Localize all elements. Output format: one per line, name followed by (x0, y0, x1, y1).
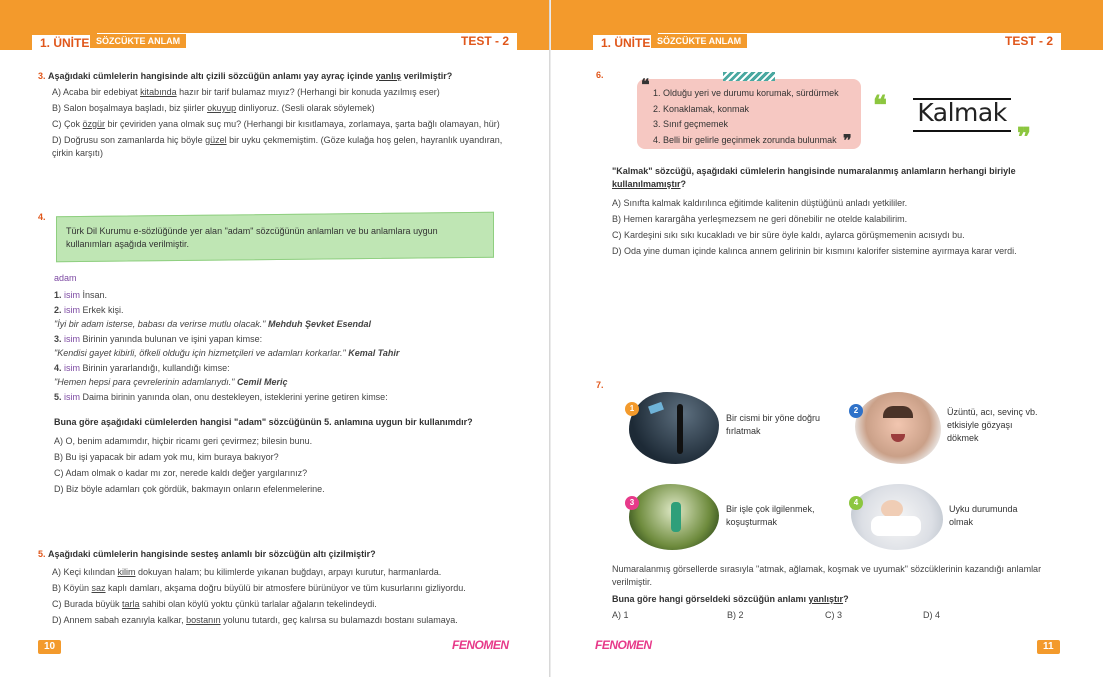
question-stem: "Kalmak" sözcüğü, aşağıdaki cümlelerin hangisinde numaralanmış anlamların herhangi biriyle kullanılmamıştır? (612, 166, 1016, 189)
option-c[interactable]: C) Burada büyük tarla sahibi olan köylü yoktu çünkü tarlalar ağaların tekelindeydi. (52, 599, 377, 609)
tape-decoration (723, 72, 775, 81)
test-label: TEST - 2 (460, 34, 509, 48)
publisher-logo: FENOMEN (595, 638, 652, 652)
left-page (0, 0, 549, 677)
option-c[interactable]: C) Çok özgür bir çeviriden yana olmak suç mu? (Herhangi bir kısıtlamaya, zorlamaya, şarta bağlı olamayan, hür) (52, 119, 500, 129)
option-a[interactable]: A) 1 (612, 610, 629, 620)
publisher-logo: FENOMEN (452, 638, 509, 652)
question-number: 7. (596, 380, 604, 390)
question-intro: Numaralanmış görsellerde sırasıyla "atmak, ağlamak, koşmak ve uyumak" sözcüklerinin kazandığı anlamlar verilmiştir. (612, 564, 1042, 587)
option-d[interactable]: D) Annem sabah ezanıyla kalkar, bostanın yolunu tutardı, geç kalırsa su bulamazdı bostanı sulamaya. (52, 615, 458, 625)
target-word: Kalmak (917, 98, 1007, 127)
unit-name: SÖZCÜKTE ANLAM (90, 34, 186, 48)
option-b[interactable]: B) Köyün saz kaplı damları, akşama doğru büyülü bir atmosfere bürünüyor ve tüm kusurlarını gizliyordu. (52, 583, 466, 593)
option-d[interactable]: D) Doğrusu son zamanlarda hiç böyle güzel bir uyku çekmemiştim. (Göze kulağa hoş gelen, hayranlık uyandıran, çirkin karşıtı) (52, 135, 503, 158)
test-label: TEST - 2 (1004, 34, 1053, 48)
option-d[interactable]: D) 4 (923, 610, 941, 620)
sense-2: 2. isim Erkek kişi. (54, 304, 124, 315)
photo-sleeping (851, 484, 943, 550)
caption-2: Üzüntü, acı, sevinç vb. etkisiyle gözyaşı dökmek (947, 407, 1038, 443)
dictionary-entry (54, 272, 514, 404)
option-b[interactable]: B) Hemen karargâha yerleşmezsem ne geri dönebilir ne otelde kalabilirim. (612, 214, 908, 224)
option-b[interactable]: B) Salon boşalmaya başladı, biz şiirler okuyup dinliyoruz. (Sesli olarak söylemek) (52, 103, 375, 113)
image-badge: 3 (625, 496, 639, 510)
photo-throwing (629, 392, 719, 464)
caption-4: Uyku durumunda olmak (949, 504, 1018, 527)
question-number: 3. (38, 71, 46, 81)
option-a[interactable]: A) Keçi kılından kilim dokuyan halam; bu kilimlerde yıkanan buğdayı, arpayı kurutur, harmanlarda. (52, 567, 442, 577)
question-5 (38, 548, 508, 628)
unit-name: SÖZCÜKTE ANLAM (651, 34, 747, 48)
example-quote: "İyi bir adam isterse, babası da verirse mutlu olacak." Mehduh Şevket Esendal (54, 319, 372, 329)
quote-open-icon: ❝ (873, 90, 887, 120)
question-number: 4. (38, 212, 46, 222)
unit-label: 1. ÜNİTE (32, 33, 97, 52)
option-a[interactable]: A) Sınıfta kalmak kaldırılınca eğitimde kalitenin düştüğünü anladı yetkililer. (612, 198, 908, 208)
question-number: 6. (596, 70, 604, 80)
option-b[interactable]: B) Bu işi yapacak bir adam yok mu, kim buraya bakıyor? (54, 452, 279, 462)
meaning-3: 3. Sınıf geçmemek (653, 119, 729, 129)
question-6-body (612, 165, 1064, 259)
quote-open-icon: ❝ (641, 77, 650, 94)
quote-close-icon: ❞ (1017, 122, 1031, 152)
example-quote: "Hemen hepsi para çevrelerinin adamlarıydı." Cemil Meriç (54, 377, 288, 387)
meaning-1: 1. Olduğu yeri ve durumu korumak, sürdürmek (653, 88, 839, 98)
option-d[interactable]: D) Oda yine duman içinde kalınca annem gelirinin bir kısmını kalorifer sistemine ayırmaya karar verdi. (612, 246, 1017, 256)
question-number: 5. (38, 549, 46, 559)
info-box-text: Türk Dil Kurumu e-sözlüğünde yer alan "adam" sözcüğünün anlamları ve bu anlamlara uygun kullanımları aşağıda verilmiştir. (66, 226, 438, 249)
meanings-list (653, 86, 858, 148)
option-a[interactable]: A) O, benim adamımdır, hiçbir ricamı geri çevirmez; bilesin bunu. (54, 436, 313, 446)
caption-1: Bir cismi bir yöne doğru fırlatmak (726, 413, 821, 436)
image-badge: 4 (849, 496, 863, 510)
right-page (551, 0, 1103, 677)
example-quote: "Kendisi gayet kibirli, öfkeli olduğu için hizmetçileri ve adamları korkarlar." Kemal Tahir (54, 348, 400, 358)
option-c[interactable]: C) Kardeşini sıkı sıkı kucakladı ve bir süre öyle kaldı, aylarca görüşmemenin acısıydı bu. (612, 230, 965, 240)
option-c[interactable]: C) 3 (825, 610, 843, 620)
question-4-body (54, 416, 514, 497)
question-3 (38, 70, 508, 160)
meaning-2: 2. Konaklamak, konmak (653, 103, 750, 114)
question-7-body (612, 563, 1067, 606)
option-a[interactable]: A) Acaba bir edebiyat kitabında hazır bir tarif bulamaz mıyız? (Herhangi bir konuda yazılmış eser) (52, 87, 440, 97)
page-number: 10 (38, 640, 61, 654)
option-c[interactable]: C) Adam olmak o kadar mı zor, nerede kaldı değer yargılarınız? (54, 468, 308, 478)
entry-word: adam (54, 273, 77, 283)
sense-1: 1. isim İnsan. (54, 290, 108, 300)
meaning-4: 4. Belli bir gelirle geçinmek zorunda bulunmak (653, 134, 837, 145)
photo-crying (855, 392, 941, 464)
caption-3: Bir işle çok ilgilenmek, koşuşturmak (726, 504, 815, 527)
page-header (32, 33, 517, 50)
question-stem: Buna göre hangi görseldeki sözcüğün anlamı yanlıştır? (612, 594, 849, 604)
sense-4: 4. isim Birinin yararlandığı, kullandığı kimse: (54, 362, 230, 373)
question-stem: Buna göre aşağıdaki cümlelerden hangisi "adam" sözcüğünün 5. anlamına uygun bir kullanımdır? (54, 417, 473, 427)
question-stem: Aşağıdaki cümlelerin hangisinde altı çizili sözcüğün anlamı yay ayraç içinde yanlış verilmiştir? (48, 71, 453, 81)
sense-5: 5. isim Daima birinin yanında olan, onu destekleyen, isteklerini yerine getiren kimse: (54, 391, 388, 402)
page-number: 11 (1037, 640, 1060, 654)
question-stem: Aşağıdaki cümlelerin hangisinde sesteş anlamlı bir sözcüğün altı çizilmiştir? (48, 549, 376, 559)
page-header (593, 33, 1061, 50)
quote-close-icon: ❞ (843, 133, 852, 150)
image-badge: 2 (849, 404, 863, 418)
photo-running (629, 484, 719, 550)
sense-3: 3. isim Birinin yanında bulunan ve işini yapan kimse: (54, 333, 263, 344)
image-badge: 1 (625, 402, 639, 416)
option-d[interactable]: D) Biz böyle adamları çok gördük, bakmayın onların efelenmelerine. (54, 484, 325, 494)
unit-label: 1. ÜNİTE (593, 33, 658, 52)
option-b[interactable]: B) 2 (727, 610, 744, 620)
